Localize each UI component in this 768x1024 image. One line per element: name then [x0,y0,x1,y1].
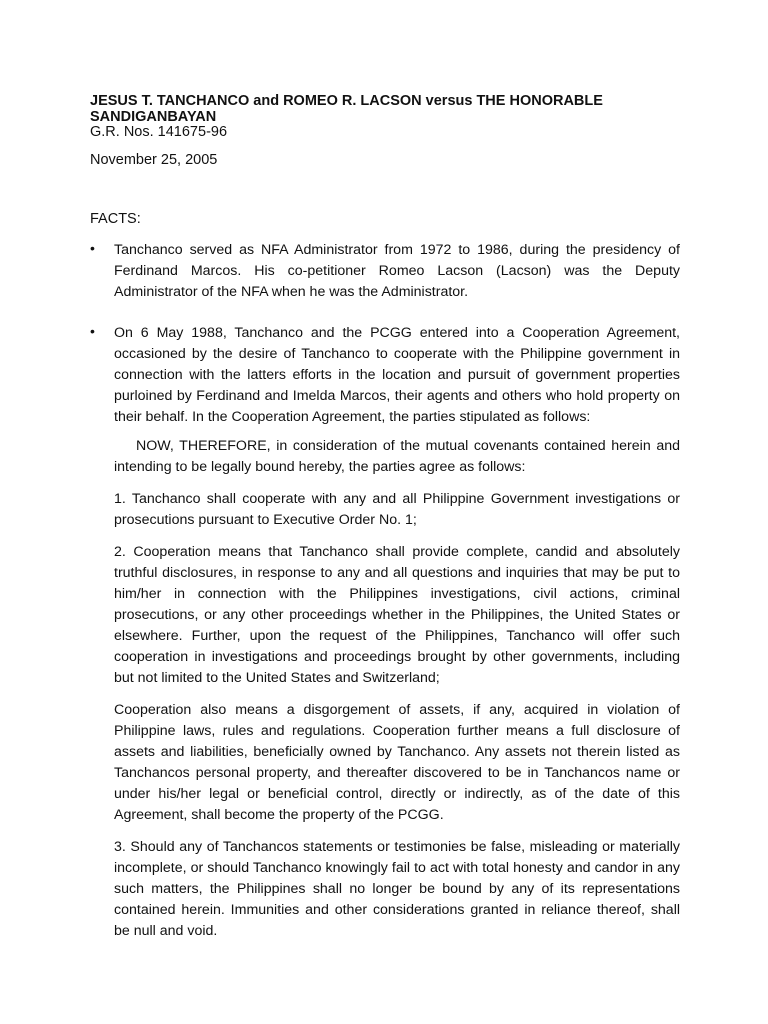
bullet-icon: • [90,323,95,339]
agreement-intro: NOW, THEREFORE, in consideration of the mutual covenants contained herein and intending to be legally bound hereby, the parties agree as follows: [114,438,680,475]
agreement-clause-3: 3. Should any of Tanchancos statements or testimonies be false, misleading or materially incomplete, or should Tanchanco knowingly fail to act with total honesty and candor in any such matters, the Philippines shall no longer be bound by any of its representations contained herein. Immunities and other considerations granted in reliance thereof, shall be null and void. [114,839,680,939]
facts-heading: FACTS: [90,211,141,227]
agreement-quote [114,436,680,942]
agreement-clause-2b: Cooperation also means a disgorgement of assets, if any, acquired in violation of Philippine laws, rules and regulations. Cooperation further means a full disclosure of assets and liabilities, beneficially owned by Tanchanco. Any assets not therein listed as Tanchancos personal property, and thereafter discovered to be in Tanchancos name or under his/her legal or beneficial control, directly or indirectly, as of the date of this Agreement, shall become the property of the PCGG. [114,702,680,823]
facts-item [90,323,680,942]
decision-date: November 25, 2005 [90,152,218,168]
facts-item [90,240,680,303]
gr-number: G.R. Nos. 141675-96 [90,124,228,140]
facts-item-text: Tanchanco served as NFA Administrator from 1972 to 1986, during the presidency of Ferdinand Marcos. His co-petitioner Romeo Lacson (Lacson) was the Deputy Administrator of the NFA when he was the Administrator. [114,242,680,300]
case-title: JESUS T. TANCHANCO and ROMEO R. LACSON versus THE HONORABLE SANDIGANBAYAN [90,93,603,125]
agreement-clause-2: 2. Cooperation means that Tanchanco shall provide complete, candid and absolutely truthful disclosures, in response to any and all questions and inquiries that may be put to him/her in connection with the Philippines investigations, civil actions, criminal prosecutions, or any other proceedings whether in the Philippines, the United States or elsewhere. Further, upon the request of the Philippines, Tanchanco will offer such cooperation in investigations and proceedings brought by other governments, including but not limited to the United States and Switzerland; [114,544,680,686]
facts-item-text: On 6 May 1988, Tanchanco and the PCGG entered into a Cooperation Agreement, occasioned by the desire of Tanchanco to cooperate with the Philippine government in connection with the latters efforts in the location and pursuit of government properties purloined by Ferdinand and Imelda Marcos, their agents and others who hold property on their behalf. In the Cooperation Agreement, the parties stipulated as follows: [114,325,680,425]
bullet-icon: • [90,240,95,256]
facts-list [90,240,680,942]
agreement-clause-1: 1. Tanchanco shall cooperate with any and all Philippine Government investigations or prosecutions pursuant to Executive Order No. 1; [114,491,680,528]
